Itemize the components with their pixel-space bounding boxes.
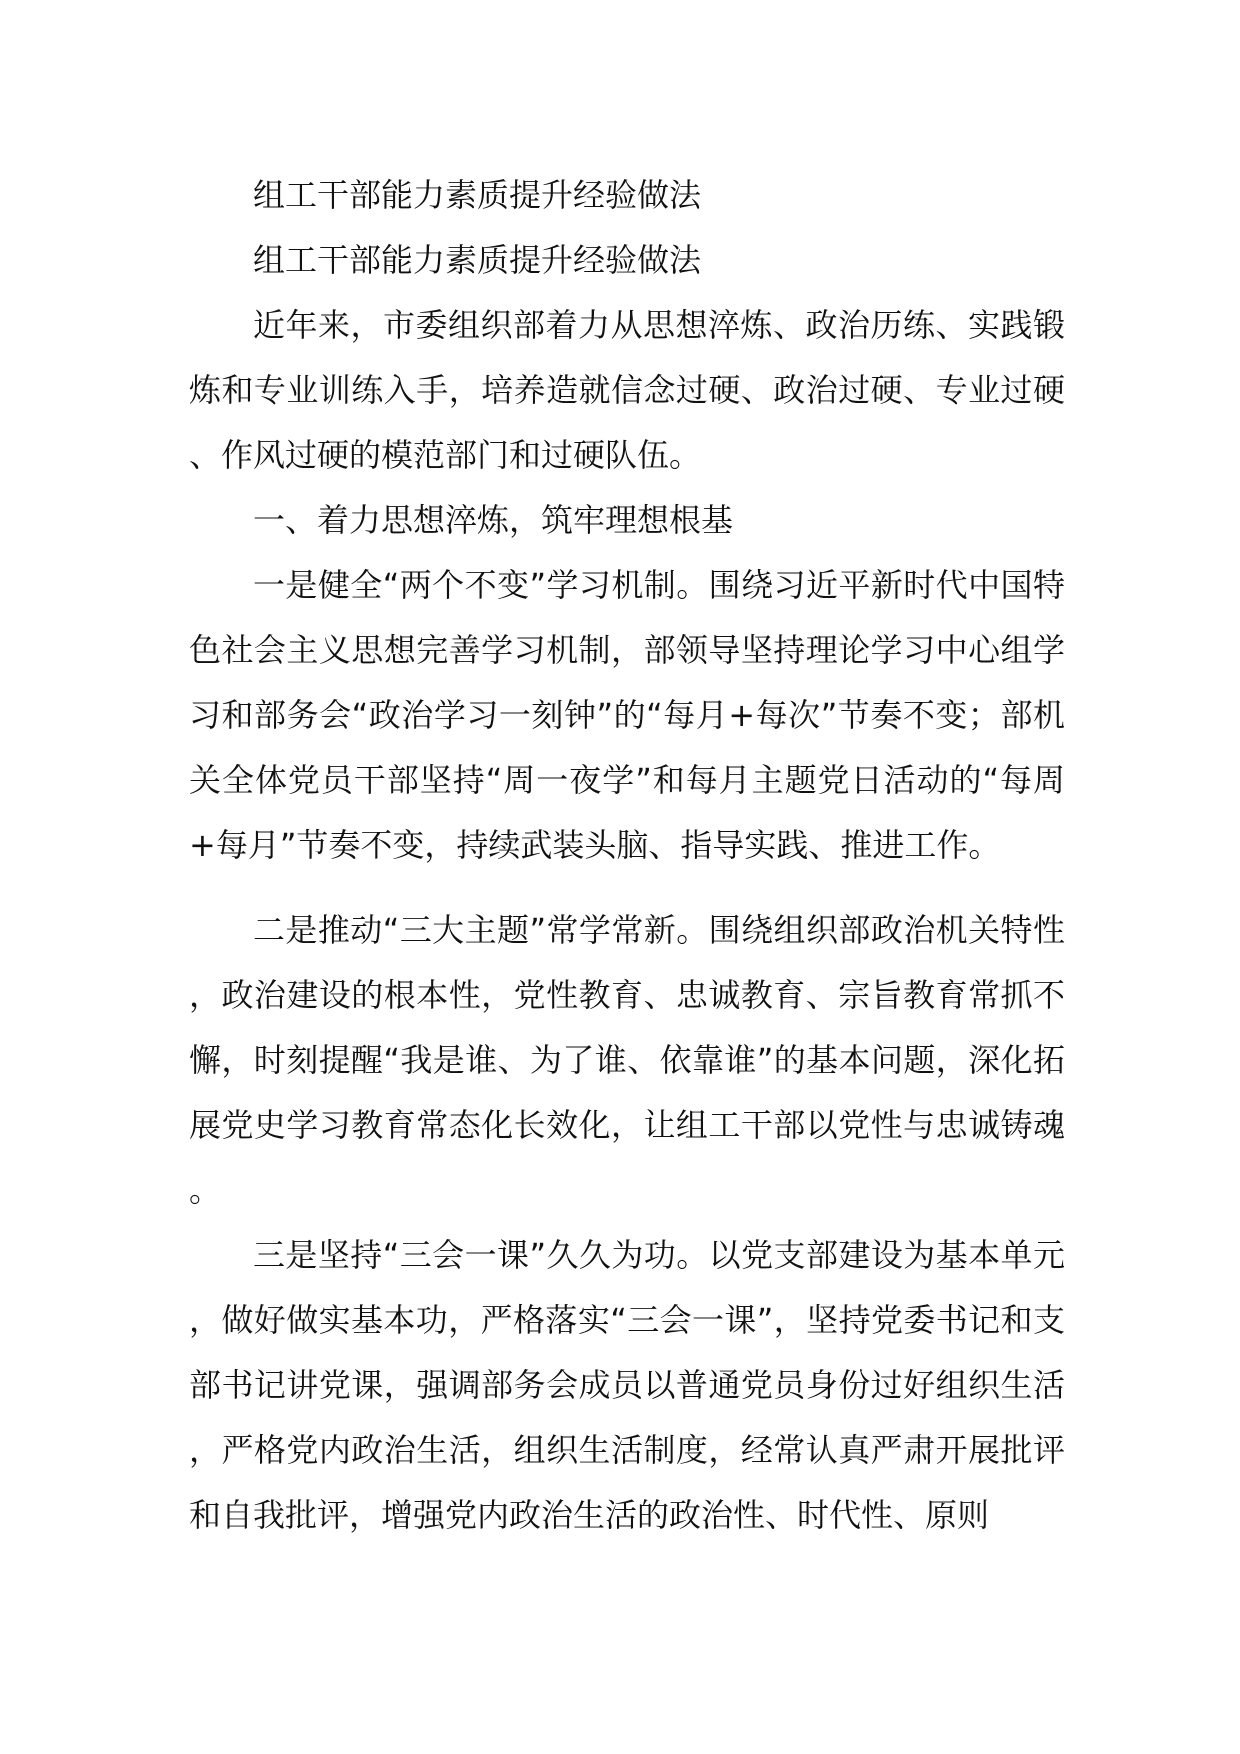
document-title: 组工干部能力素质提升经验做法 xyxy=(253,176,702,214)
document-page xyxy=(189,163,1065,1548)
intro-paragraph: 近年来，市委组织部着力从思想淬炼、政治历练、实践锻炼和专业训练入手，培养造就信念过硬、政治过硬、专业过硬、作风过硬的模范部门和过硬队伍。 xyxy=(189,306,1065,474)
body-paragraph-3: 三是坚持“三会一课”久久为功。以党支部建设为基本单元，做好做实基本功，严格落实“三会一课”，坚持党委书记和支部书记讲党课，强调部务会成员以普通党员身份过好组织生活，严格党内政治生活，组织生活制度，经常认真严肃开展批评和自我批评，增强党内政治生活的政治性、时代性、原则 xyxy=(189,1236,1065,1534)
body-paragraph-1: 一是健全“两个不变”学习机制。围绕习近平新时代中国特色社会主义思想完善学习机制，部领导坚持理论学习中心组学习和部务会“政治学习一刻钟”的“每月+每次”节奏不变；部机关全体党员干部坚持“周一夜学”和每月主题党日活动的“每周+每月”节奏不变，持续武装头脑、指导实践、推进工作。 xyxy=(189,566,1065,864)
paragraph-spacer xyxy=(189,878,1065,898)
section-heading: 一、着力思想淬炼，筑牢理想根基 xyxy=(253,501,734,539)
document-title-repeat: 组工干部能力素质提升经验做法 xyxy=(253,241,702,279)
body-paragraph-2: 二是推动“三大主题”常学常新。围绕组织部政治机关特性，政治建设的根本性，党性教育、忠诚教育、宗旨教育常抓不懈，时刻提醒“我是谁、为了谁、依靠谁”的基本问题，深化拓展党史学习教育常态化长效化，让组工干部以党性与忠诚铸魂。 xyxy=(189,911,1065,1209)
